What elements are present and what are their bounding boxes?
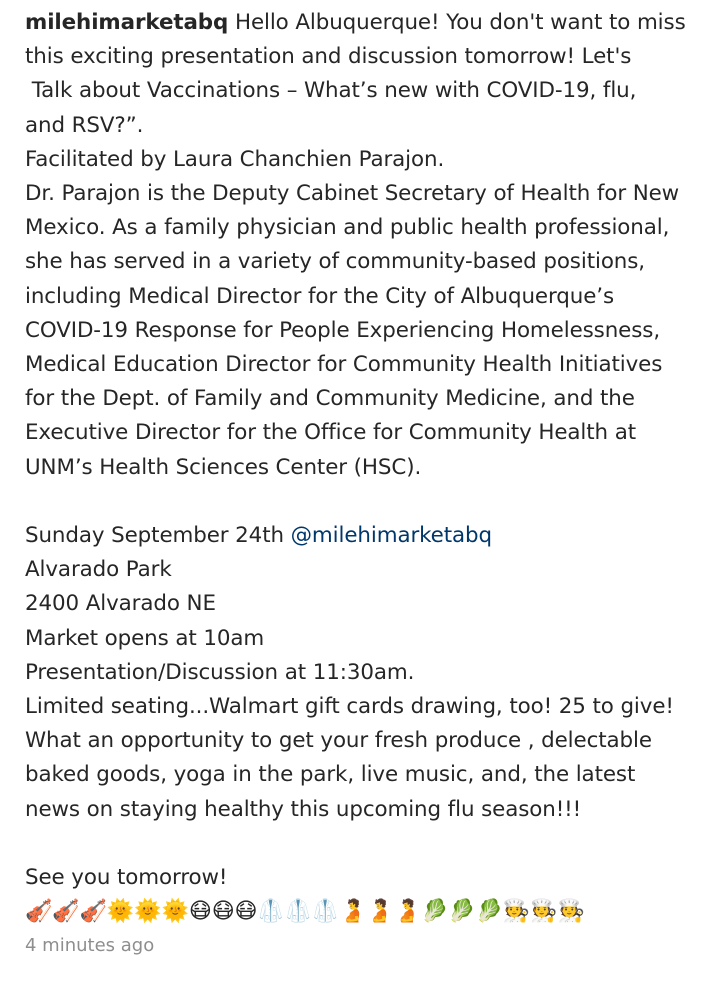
- detail-line: news on staying healthy this upcoming flu season!!!: [25, 796, 582, 822]
- detail-line: baked goods, yoga in the park, live music, and, the latest: [25, 762, 636, 788]
- caption-line: Mexico. As a family physician and public health professional,: [25, 215, 670, 241]
- emoji-row: 🎻🎻🎻🌞🌞🌞😷😷😷🥼🥼🥼🫄🫄🫄🥬🥬🥬🧑‍🍳🧑‍🍳🧑‍🍳: [25, 899, 585, 925]
- detail-line: Market opens at 10am: [25, 625, 265, 651]
- paragraph-spacer: [25, 485, 695, 519]
- paragraph-spacer: [25, 827, 695, 861]
- detail-line: Presentation/Discussion at 11:30am.: [25, 659, 415, 685]
- caption-line: for the Dept. of Family and Community Medicine, and the: [25, 386, 635, 412]
- caption-line: she has served in a variety of community-based positions,: [25, 249, 646, 275]
- caption-line: this exciting presentation and discussion tomorrow! Let's: [25, 44, 632, 70]
- mention-link[interactable]: @milehimarketabq: [290, 523, 492, 549]
- post-timestamp[interactable]: 4 minutes ago: [25, 935, 155, 956]
- caption-line: COVID-19 Response for People Experiencing Homelessness,: [25, 317, 661, 343]
- caption-line: [25, 6, 695, 40]
- event-date-line: [25, 519, 695, 553]
- detail-line: Alvarado Park: [25, 557, 172, 583]
- caption-line: Medical Education Director for Community Health Initiatives: [25, 352, 663, 378]
- caption-line: UNM’s Health Sciences Center (HSC).: [25, 454, 422, 480]
- closing-line: See you tomorrow!: [25, 865, 228, 891]
- detail-line: What an opportunity to get your fresh produce , delectable: [25, 728, 652, 754]
- caption-line: Dr. Parajon is the Deputy Cabinet Secretary of Health for New: [25, 181, 680, 207]
- caption-line: Talk about Vaccinations – What’s new with COVID-19, flu,: [25, 78, 637, 104]
- caption-line: and RSV?”.: [25, 112, 144, 138]
- post-caption: [25, 6, 695, 931]
- caption-line: including Medical Director for the City of Albuquerque’s: [25, 283, 615, 309]
- detail-line: 2400 Alvarado NE: [25, 591, 216, 617]
- caption-text: Hello Albuquerque! You don't want to miss: [234, 10, 686, 35]
- username-link[interactable]: milehimarketabq: [25, 10, 229, 35]
- caption-line: Facilitated by Laura Chanchien Parajon.: [25, 146, 445, 172]
- event-date: Sunday September 24th: [25, 523, 291, 549]
- detail-line: Limited seating...Walmart gift cards drawing, too! 25 to give!: [25, 694, 674, 720]
- caption-line: Executive Director for the Office for Community Health at: [25, 420, 636, 446]
